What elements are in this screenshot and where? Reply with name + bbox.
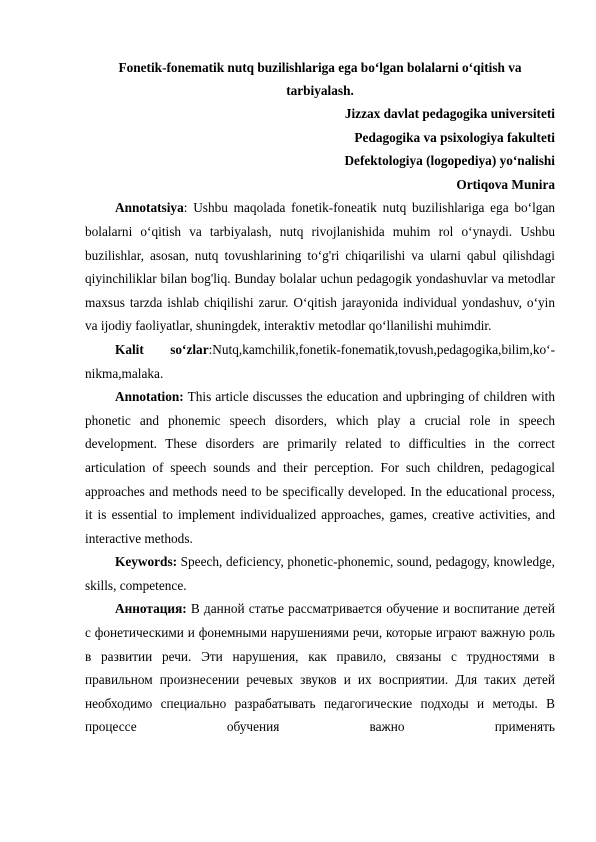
annotatsiya-text: : Ushbu maqolada fonetik-foneatik nutq buzilishlariga ega bo‘lgan bolalarni o‘qitish va tarbiyalash, nutq rivojlanishida muhim rol o‘ynaydi. Ushbu buzilishlar, asosan, nutq tovushlarining to‘g'ri chiqarilishi va ularni qabul qilishdagi qiyinchiliklar bilan bog'liq. Bunday bolalar uchun pedagogik yondashuvlar va metodlar maxsus tarzda ishlab chiqilishi zarur. O‘qitish jarayonida individual yondashuv, o‘yin va ijodiy faoliyatlar, shuningdek, interaktiv metodlar qo‘llanilishi muhimdir.: [85, 200, 555, 334]
affiliation-department: Defektologiya (logopediya) yo‘nalishi: [344, 153, 555, 169]
annotaciya-ru-paragraph: [85, 597, 555, 739]
annotation-label: Annotation:: [115, 389, 184, 405]
annotatsiya-label: Annotatsiya: [115, 200, 184, 216]
author-name: Ortiqova Munira: [456, 176, 555, 192]
kalit-paragraph: [85, 338, 555, 385]
affiliation-faculty: Pedagogika va psixologiya fakulteti: [354, 129, 555, 145]
paper-title: Fonetik-fonematik nutq buzilishlariga ega bo‘lgan bolalarni o‘qitish va tarbiyalash.: [118, 60, 522, 98]
affiliation-block: [85, 102, 555, 196]
keywords-label: Keywords:: [115, 554, 178, 570]
annotaciya-ru-label: Аннотация:: [115, 601, 187, 617]
annotaciya-ru-text: В данной статье рассматривается обучение и воспитание детей с фонетическими и фонемными нарушениями речи, которые играют важную роль в развитии речи. Эти нарушения, как правило, связаны с трудностями в правильном произнесении речевых звуков и их восприятии. Для таких детей необходимо специально разрабатывать педагогические подходы и методы. В процессе обучения важно применять: [85, 601, 555, 735]
kalit-label: Kalit so‘zlar: [115, 341, 209, 357]
kalit-text: :Nutq,kamchilik,fonetik-fonematik,tovush,pedagogika,bilim,ko‘-nikma,malaka.: [85, 341, 555, 381]
page: [85, 56, 555, 739]
annotatsiya-paragraph: [85, 196, 555, 338]
keywords-paragraph: [85, 550, 555, 597]
annotation-text: This article discusses the education and upbringing of children with phonetic and phonemic speech disorders, which play a crucial role in speech development. These disorders are primarily related to difficulties in the correct articulation of speech sounds and their perception. For such children, pedagogical approaches and methods need to be specifically developed. In the educational process, it is essential to implement individualized approaches, games, creative activities, and interactive methods.: [85, 389, 555, 546]
affiliation-university: Jizzax davlat pedagogika universiteti: [344, 106, 555, 121]
annotation-paragraph: [85, 385, 555, 550]
keywords-text: Speech, deficiency, phonetic-phonemic, sound, pedagogy, knowledge, skills, competence.: [85, 554, 555, 593]
